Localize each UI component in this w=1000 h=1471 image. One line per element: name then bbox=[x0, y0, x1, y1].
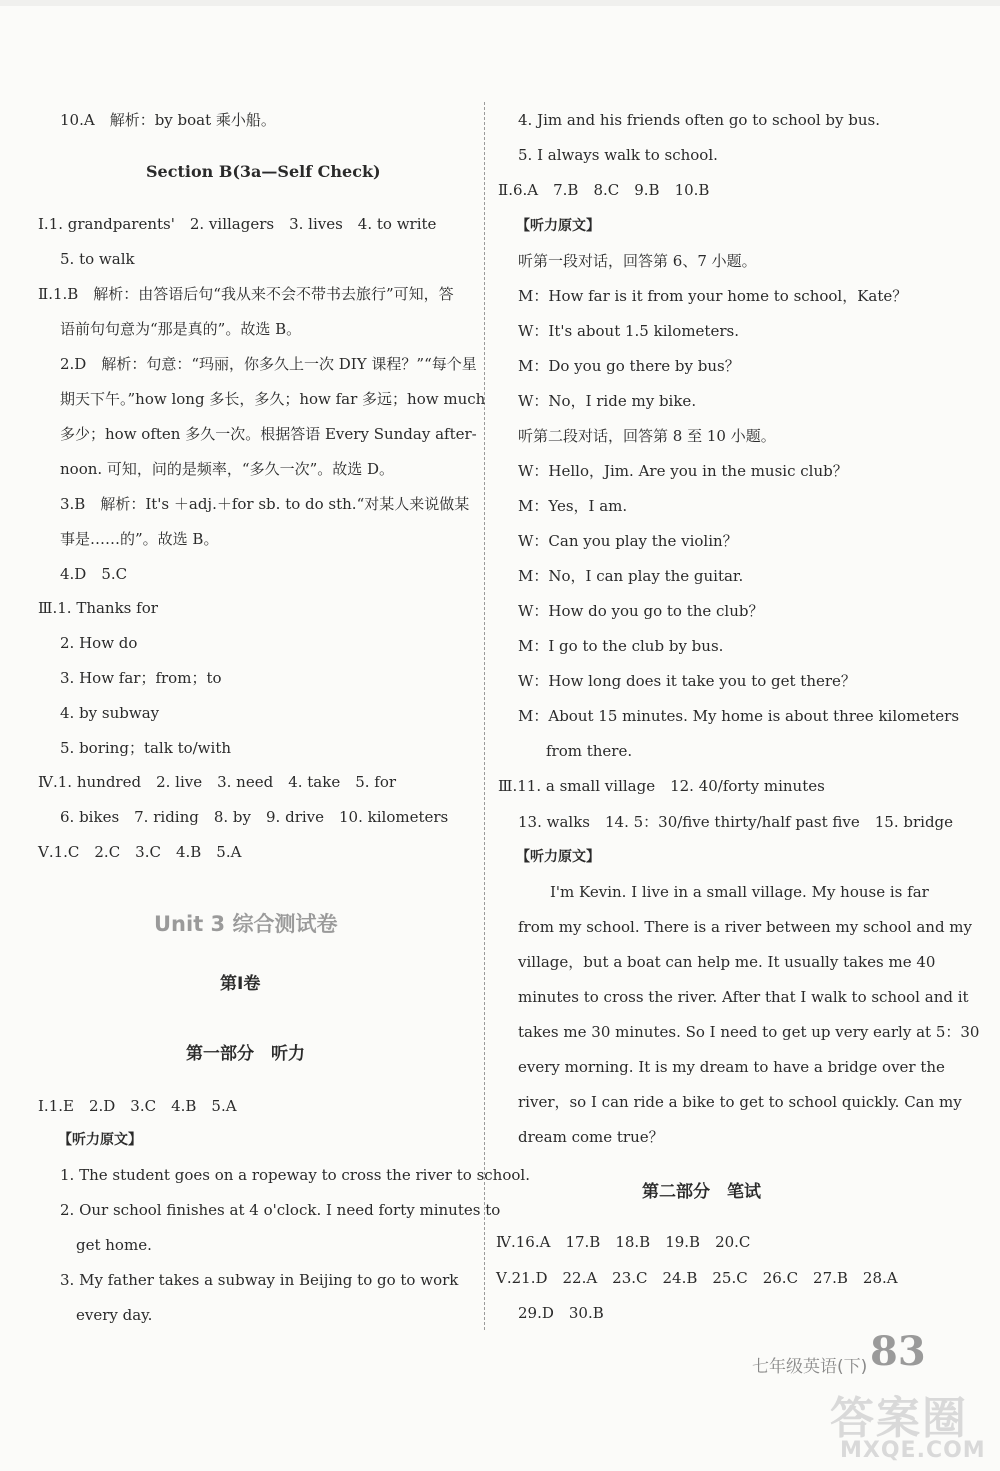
part-two-title: 第二部分 笔试 bbox=[642, 1182, 761, 1202]
answer-line: 4.D 5.C bbox=[60, 565, 128, 583]
transcript-line: dream come true？ bbox=[518, 1128, 664, 1146]
answer-line: 2.D 解析：句意：“玛丽，你多久上一次 DIY 课程？”“每个星 bbox=[60, 355, 477, 373]
transcript-line: M：How far is it from your home to school，Kate？ bbox=[518, 287, 908, 305]
answer-line: Ⅲ.1. Thanks for bbox=[38, 599, 158, 617]
part-one-title: 第一部分 听力 bbox=[186, 1044, 305, 1064]
transcript-line: M：Yes，I am. bbox=[518, 497, 628, 515]
transcript-line: I'm Kevin. I live in a small village. My house is far bbox=[550, 883, 929, 901]
transcript-line: M：I go to the club by bus. bbox=[518, 637, 724, 655]
answer-line: Ⅲ.11. a small village 12. 40/forty minutes bbox=[498, 777, 825, 795]
answer-line: 10.A 解析：by boat 乘小船。 bbox=[60, 111, 276, 129]
answer-line: 事是……的”。故选 B。 bbox=[60, 530, 219, 548]
page-top-edge bbox=[0, 0, 1000, 6]
transcript-line: 2. Our school finishes at 4 o'clock. I need forty minutes to bbox=[60, 1201, 501, 1219]
footer-grade-label: 七年级英语(下) bbox=[752, 1357, 868, 1377]
transcript-line: M：About 15 minutes. My home is about three kilometers bbox=[518, 707, 960, 725]
transcript-line: every morning. It is my dream to have a bridge over the bbox=[518, 1058, 945, 1076]
answer-line: 期天下午。”how long 多长，多久；how far 多远；how much bbox=[60, 390, 486, 408]
answer-line: 4. by subway bbox=[60, 704, 160, 722]
answer-line: noon. 可知，问的是频率，“多久一次”。故选 D。 bbox=[60, 460, 395, 478]
answer-line: 29.D 30.B bbox=[518, 1304, 604, 1322]
transcript-line: W：How long does it take you to get there？ bbox=[518, 672, 856, 690]
answer-line: 5. to walk bbox=[60, 250, 135, 268]
transcript-line: W：It's about 1.5 kilometers. bbox=[518, 322, 739, 340]
transcript-line: M：No，I can play the guitar. bbox=[518, 567, 744, 585]
volume-title: 第Ⅰ卷 bbox=[220, 974, 261, 994]
transcript-line: 4. Jim and his friends often go to school by bus. bbox=[518, 111, 881, 129]
answer-line: 6. bikes 7. riding 8. by 9. drive 10. kilometers bbox=[60, 808, 449, 826]
page-number: 83 bbox=[870, 1328, 926, 1375]
transcript-line: 听第一段对话，回答第 6、7 小题。 bbox=[518, 252, 757, 270]
transcript-line: 5. I always walk to school. bbox=[518, 146, 718, 164]
answer-line: Ⅳ.1. hundred 2. live 3. need 4. take 5. for bbox=[38, 773, 397, 791]
column-divider bbox=[484, 102, 485, 1330]
watermark-logo: 答案圈 bbox=[830, 1393, 968, 1444]
answer-line: 3. How far；from；to bbox=[60, 669, 222, 687]
transcript-line: W：No，I ride my bike. bbox=[518, 392, 697, 410]
answer-line: Ⅱ.6.A 7.B 8.C 9.B 10.B bbox=[498, 181, 710, 199]
transcript-line: M：Do you go there by bus？ bbox=[518, 357, 740, 375]
transcript-line: from my school. There is a river between my school and my bbox=[518, 918, 973, 936]
transcript-line: village，but a boat can help me. It usually takes me 40 bbox=[518, 953, 936, 971]
transcript-line: 听第二段对话，回答第 8 至 10 小题。 bbox=[518, 427, 776, 445]
listening-transcript-tag: 【听力原文】 bbox=[516, 849, 600, 865]
transcript-line: 3. My father takes a subway in Beijing to go to work bbox=[60, 1271, 459, 1289]
answer-line: 13. walks 14. 5：30/five thirty/half past five 15. bridge bbox=[518, 813, 954, 831]
transcript-line: W：Can you play the violin？ bbox=[518, 532, 738, 550]
unit-test-title: Unit 3 综合测试卷 bbox=[154, 912, 338, 936]
answer-line: Ⅰ.1.E 2.D 3.C 4.B 5.A bbox=[38, 1097, 237, 1115]
transcript-line: get home. bbox=[76, 1236, 152, 1254]
answer-line: Ⅴ.1.C 2.C 3.C 4.B 5.A bbox=[38, 843, 242, 861]
listening-transcript-tag: 【听力原文】 bbox=[516, 218, 600, 234]
transcript-line: 1. The student goes on a ropeway to cross the river to school. bbox=[60, 1166, 530, 1184]
answer-line: Ⅱ.1.B 解析：由答语后句“我从来不会不带书去旅行”可知，答 bbox=[38, 285, 454, 303]
transcript-line: W：How do you go to the club？ bbox=[518, 602, 764, 620]
answer-line: 5. boring；talk to/with bbox=[60, 739, 232, 757]
answer-line: 2. How do bbox=[60, 634, 138, 652]
answer-line: Ⅰ.1. grandparents' 2. villagers 3. lives 4. to write bbox=[38, 215, 437, 233]
transcript-line: W：Hello，Jim. Are you in the music club？ bbox=[518, 462, 848, 480]
watermark bbox=[788, 1382, 988, 1464]
answer-line: Ⅳ.16.A 17.B 18.B 19.B 20.C bbox=[496, 1233, 751, 1251]
answer-line: 3.B 解析：It's ＋adj.＋for sb. to do sth.“对某人来说做某 bbox=[60, 495, 470, 513]
transcript-line: river，so I can ride a bike to get to school quickly. Can my bbox=[518, 1093, 962, 1111]
transcript-line: minutes to cross the river. After that I walk to school and it bbox=[518, 988, 969, 1006]
answer-line: 多少；how often 多久一次。根据答语 Every Sunday after- bbox=[60, 425, 477, 443]
watermark-url: MXQE.COM bbox=[840, 1438, 986, 1463]
transcript-line: every day. bbox=[76, 1306, 153, 1324]
transcript-line: from there. bbox=[546, 742, 633, 760]
section-title: Section B(3a—Self Check) bbox=[146, 162, 381, 181]
listening-transcript-tag: 【听力原文】 bbox=[58, 1132, 142, 1148]
answer-line: 语前句句意为“那是真的”。故选 B。 bbox=[60, 320, 302, 338]
answer-line: Ⅴ.21.D 22.A 23.C 24.B 25.C 26.C 27.B 28.A bbox=[496, 1269, 898, 1287]
transcript-line: takes me 30 minutes. So I need to get up very early at 5：30 bbox=[518, 1023, 980, 1041]
